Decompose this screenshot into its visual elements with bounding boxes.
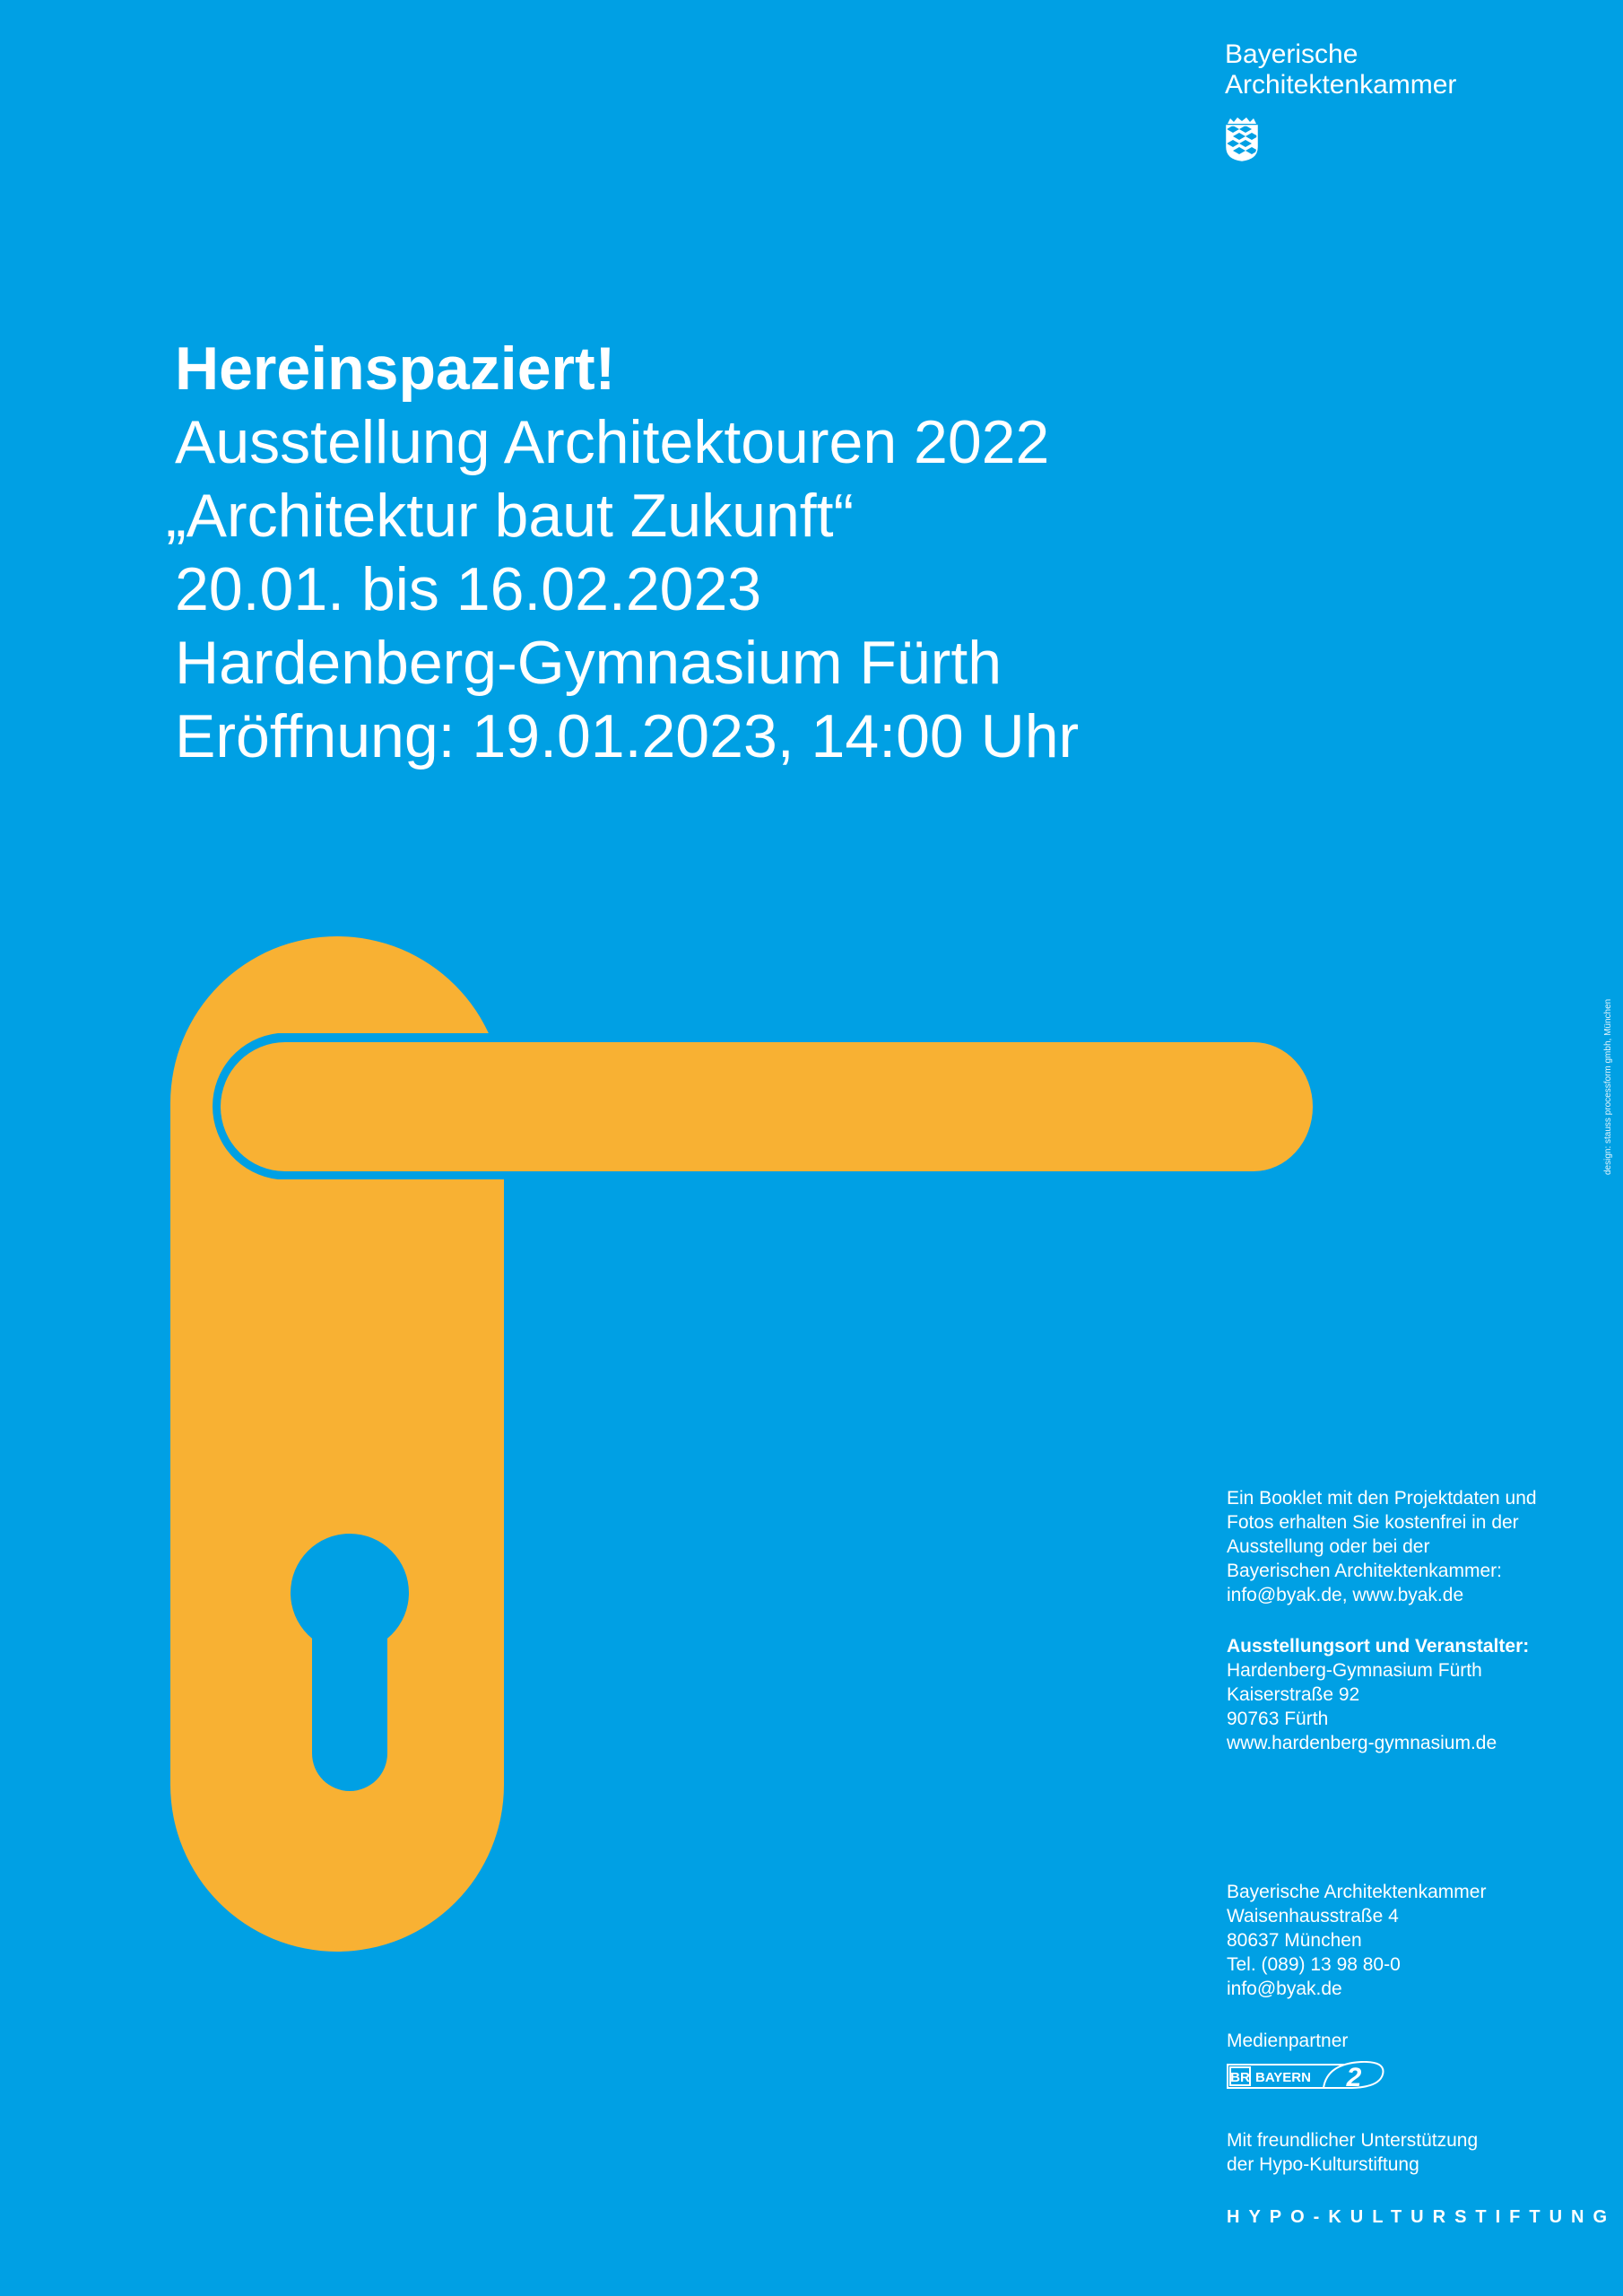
address-line: 80637 München	[1227, 1930, 1362, 1951]
booklet-line: Ein Booklet mit den Projektdaten und	[1227, 1488, 1537, 1509]
design-credit: design: stauss processform gmbh, München	[1603, 998, 1613, 1175]
address-line: Bayerische Architektenkammer	[1227, 1882, 1487, 1902]
bavarian-coat-of-arms-icon	[1225, 117, 1259, 161]
poster-title: Hereinspaziert!	[175, 335, 616, 403]
media-partner-label: Medienpartner	[1227, 2031, 1349, 2051]
venue-heading: Ausstellungsort und Veranstalter:	[1227, 1636, 1530, 1657]
support-note	[1227, 2128, 1603, 2177]
address-phone: Tel. (089) 13 98 80-0	[1227, 1954, 1401, 1975]
address-line: Waisenhausstraße 4	[1227, 1906, 1399, 1926]
booklet-line: Fotos erhalten Sie kostenfrei in der	[1227, 1512, 1519, 1533]
organisation-name-line2: Architektenkammer	[1225, 70, 1457, 100]
booklet-line: Ausstellung oder bei der	[1227, 1536, 1430, 1557]
media-partner	[1227, 2029, 1603, 2094]
exhibition-dates: 20.01. bis 16.02.2023	[175, 555, 762, 623]
exhibition-venue: Hardenberg-Gymnasium Fürth	[175, 629, 1002, 697]
venue-website: www.hardenberg-gymnasium.de	[1227, 1733, 1497, 1753]
chamber-address	[1227, 1880, 1603, 2001]
svg-text:BAYERN: BAYERN	[1255, 2070, 1311, 2085]
exhibition-motto: „Architektur baut Zukunft“	[166, 482, 855, 550]
booklet-contact: info@byak.de, www.byak.de	[1227, 1585, 1464, 1605]
door-handle-lever	[221, 1042, 1313, 1171]
booklet-line: Bayerischen Architektenkammer:	[1227, 1561, 1502, 1581]
venue-line: Hardenberg-Gymnasium Fürth	[1227, 1660, 1482, 1681]
venue-line: Kaiserstraße 92	[1227, 1684, 1360, 1705]
hypo-kulturstiftung-logo: HYPO-KULTURSTIFTUNG	[1227, 2207, 1617, 2227]
svg-text:2: 2	[1346, 2063, 1362, 2092]
exhibition-name: Ausstellung Architektouren 2022	[175, 408, 1050, 476]
support-line: Mit freundlicher Unterstützung	[1227, 2130, 1479, 2151]
venue-line: 90763 Fürth	[1227, 1709, 1329, 1729]
booklet-info	[1227, 1486, 1603, 1607]
bayern2-logo	[1227, 2058, 1388, 2094]
svg-text:BR: BR	[1230, 2070, 1250, 2085]
opening-time: Eröffnung: 19.01.2023, 14:00 Uhr	[175, 702, 1080, 770]
support-line: der Hypo-Kulturstiftung	[1227, 2154, 1419, 2175]
venue-info	[1227, 1634, 1603, 1755]
address-email: info@byak.de	[1227, 1979, 1342, 1999]
organisation-name-line1: Bayerische	[1225, 39, 1358, 69]
organisation-logo	[1225, 39, 1521, 161]
headline-block	[166, 332, 1251, 773]
door-handle-icon	[170, 933, 1336, 1973]
